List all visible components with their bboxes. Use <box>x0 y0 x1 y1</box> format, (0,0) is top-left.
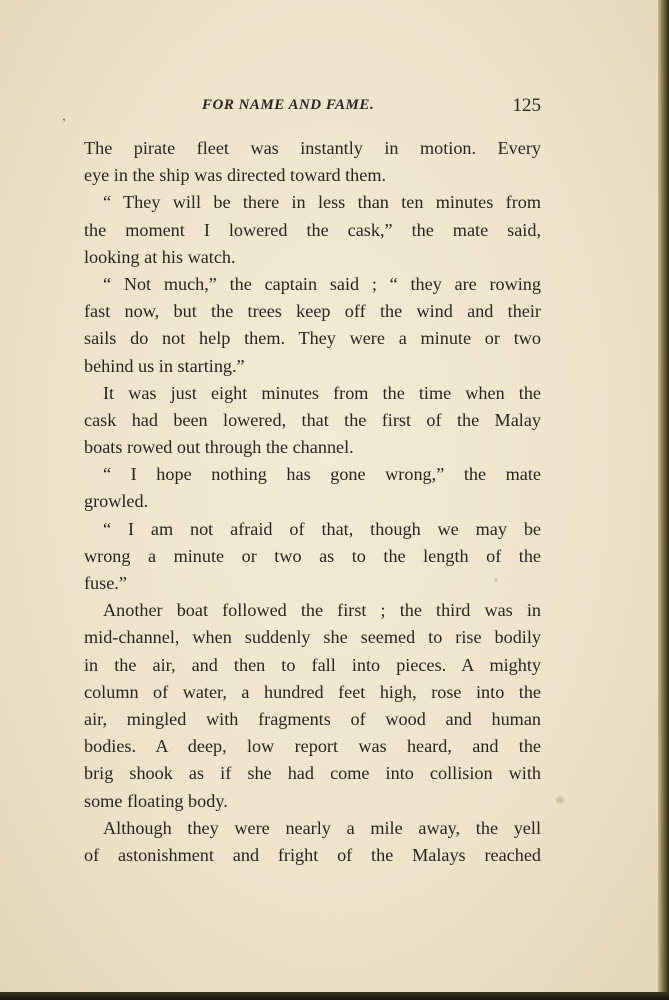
text-line: “ I hope nothing has gone wrong,” the mate <box>103 464 541 485</box>
text-line: bodies. A deep, low report was heard, and the <box>84 736 541 757</box>
text-line: fast now, but the trees keep off the wind and their <box>84 301 541 322</box>
text-line: fuse.” <box>84 573 127 593</box>
text-line: some floating body. <box>84 790 228 811</box>
text-line: boats rowed out through the channel. <box>84 437 354 458</box>
page-header <box>84 95 541 119</box>
page-number: 125 <box>512 95 541 116</box>
text-line: wrong a minute or two as to the length of the <box>84 545 541 566</box>
running-title: FOR NAME AND FAME. <box>202 97 375 113</box>
paper-stain <box>556 796 564 804</box>
text-line: the moment I lowered the cask,” the mate said, <box>84 219 541 240</box>
text-line: brig shook as if she had come into collision with <box>84 763 541 784</box>
text-line: cask had been lowered, that the first of the Malay <box>84 409 541 430</box>
text-line: air, mingled with fragments of wood and human <box>84 708 541 729</box>
text-line: mid-channel, when suddenly she seemed to rise bodily <box>84 627 541 648</box>
text-line: in the air, and then to fall into pieces. A mighty <box>84 654 541 675</box>
text-line: “ Not much,” the captain said ; “ they are rowing <box>103 273 541 294</box>
text-line: “ They will be there in less than ten minutes from <box>103 192 541 213</box>
text-line: column of water, a hundred feet high, rose into the <box>84 681 541 702</box>
book-bottom-edge <box>0 992 669 1000</box>
text-line: eye in the ship was directed toward them. <box>84 165 387 186</box>
margin-mark: ‚ <box>59 107 67 124</box>
body-text <box>84 135 541 869</box>
text-line: Although they were nearly a mile away, the yell <box>103 817 541 838</box>
text-line: looking at his watch. <box>84 246 236 267</box>
text-line: growled. <box>84 491 149 512</box>
page-edge <box>658 0 669 1000</box>
text-line: Another boat followed the first ; the third was in <box>103 600 541 621</box>
text-line: behind us in starting.” <box>84 355 245 376</box>
text-line: It was just eight minutes from the time when the <box>103 382 541 403</box>
text-line: “ I am not afraid of that, though we may be <box>103 518 541 539</box>
text-line: sails do not help them. They were a minute or two <box>84 328 541 349</box>
text-line: of astonishment and fright of the Malays reached <box>84 844 541 865</box>
text-line: The pirate fleet was instantly in motion. Every <box>84 138 541 158</box>
